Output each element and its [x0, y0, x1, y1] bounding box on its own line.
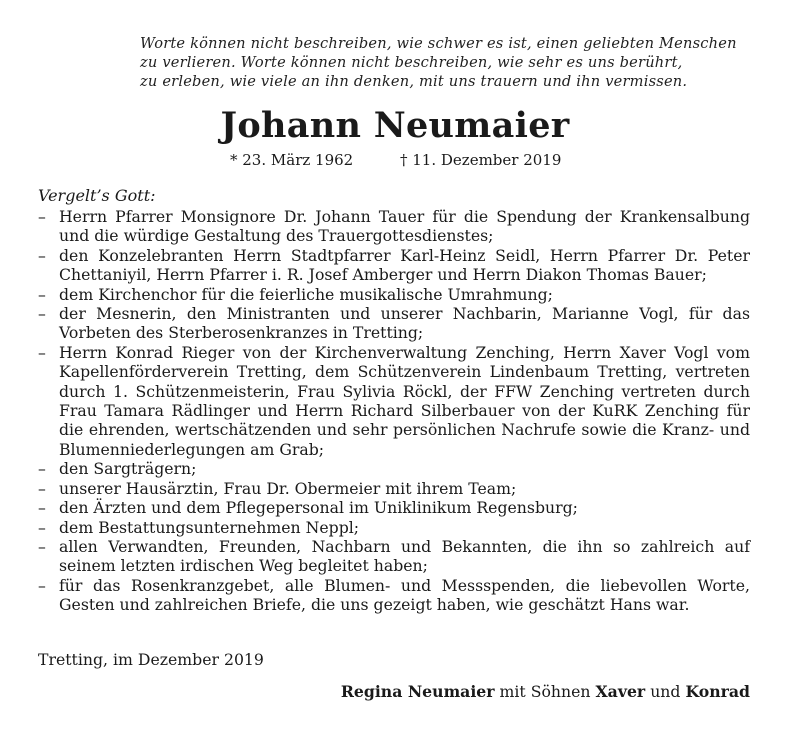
list-item-text: den Sargträgern;: [59, 459, 197, 479]
list-item-text: dem Bestattungsunternehmen Neppl;: [59, 517, 360, 537]
dash-bullet: –: [38, 342, 46, 362]
list-item-text: den Konzelebranten Herrn Stadtpfarrer Karl-Heinz Seidl, Herrn Pfarrer Dr. Peter Chettaniyil, Herrn Pfarrer i. R. Josef Amberger und Herrn Diakon Thomas Bauer;: [59, 245, 750, 285]
list-item: [38, 498, 750, 517]
dash-bullet: –: [38, 498, 46, 518]
list-item-text: für das Rosenkranzgebet, alle Blumen- und Messspenden, die liebevollen Worte, Gesten und zahlreichen Briefe, die uns gezeigt haben, wie geschätzt Hans war.: [59, 575, 750, 615]
signer-name: Konrad: [685, 682, 750, 701]
list-item: [38, 207, 750, 246]
list-item: [38, 304, 750, 343]
dash-bullet: –: [38, 478, 46, 498]
list-item: [38, 459, 750, 478]
deceased-name: Johann Neumaier: [220, 105, 570, 146]
list-item-text: den Ärzten und dem Pflegepersonal im Uniklinikum Regensburg;: [59, 498, 578, 518]
list-item-text: Herrn Pfarrer Monsignore Dr. Johann Tauer für die Spendung der Krankensalbung und die würdige Gestaltung des Trauergottesdienstes;: [59, 207, 750, 246]
poem-line: zu verlieren. Worte können nicht beschreiben, wie sehr es uns berührt,: [140, 54, 683, 71]
list-item: [38, 479, 750, 498]
poem-line: Worte können nicht beschreiben, wie schwer es ist, einen geliebten Menschen: [140, 35, 737, 52]
list-item: [38, 246, 750, 285]
list-item-text: der Mesnerin, den Ministranten und unserer Nachbarin, Marianne Vogl, für das Vorbeten des Sterberosenkranzes in Tretting;: [59, 304, 750, 343]
dash-bullet: –: [38, 245, 46, 265]
list-item: [38, 285, 750, 304]
list-item-text: unserer Hausärztin, Frau Dr. Obermeier mit ihrem Team;: [59, 478, 517, 498]
place-and-date: Tretting, im Dezember 2019: [38, 650, 264, 669]
signature-text: und: [645, 682, 686, 701]
birth-date: * 23. März 1962: [230, 151, 354, 169]
dash-bullet: –: [38, 207, 46, 226]
dash-bullet: –: [38, 575, 46, 595]
signature: [341, 682, 750, 702]
thanks-heading: Vergelt’s Gott:: [38, 186, 156, 205]
list-item: [38, 518, 750, 537]
dash-bullet: –: [38, 517, 46, 537]
memorial-poem: [140, 34, 760, 91]
dash-bullet: –: [38, 459, 46, 479]
dash-bullet: –: [38, 284, 46, 304]
list-item: [38, 576, 750, 615]
list-item: [38, 343, 750, 459]
poem-line: zu erleben, wie viele an ihn denken, mit uns trauern und ihn vermissen.: [140, 73, 688, 90]
dash-bullet: –: [38, 304, 46, 324]
dash-bullet: –: [38, 536, 46, 556]
signature-text: mit Söhnen: [494, 682, 596, 701]
list-item-text: dem Kirchenchor für die feierliche musikalische Umrahmung;: [59, 284, 553, 304]
signer-name: Regina Neumaier: [340, 682, 495, 701]
death-date: † 11. Dezember 2019: [400, 151, 562, 169]
signer-name: Xaver: [595, 682, 646, 701]
thanks-list: [38, 207, 750, 615]
list-item-text: allen Verwandten, Freunden, Nachbarn und Bekannten, die ihn so zahlreich auf seinem letzten irdischen Weg begleitet haben;: [59, 536, 750, 576]
list-item-text: Herrn Konrad Rieger von der Kirchenverwaltung Zenching, Herrn Xaver Vogl vom Kapellenförderverein Tretting, dem Schützenverein Lindenbaum Tretting, vertreten durch 1. Schützenmeisterin, Frau Sylivia Röckl, der FFW Zenching vertreten durch Frau Tamara Rädlinger und Herrn Richard Silberbauer von der KuRK Zenching für die ehrenden, wertschätzenden und sehr persönlichen Nachrufe sowie die Kranz- und Blumenniederlegungen am Grab;: [59, 342, 750, 459]
list-item: [38, 537, 750, 576]
